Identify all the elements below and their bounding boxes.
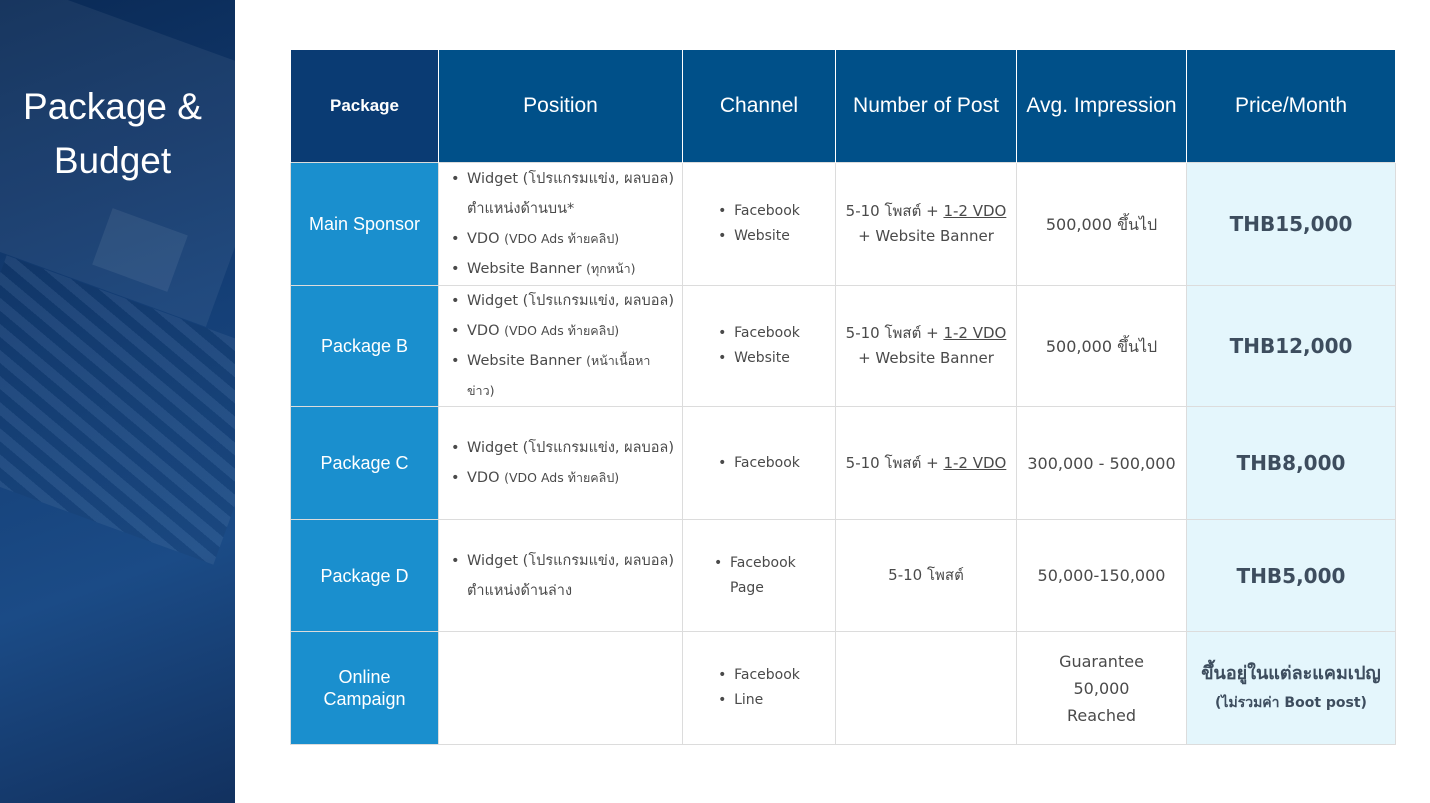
posts-cell: 5-10 โพสต์ + 1-2 VDO + Website Banner xyxy=(836,163,1017,286)
table-row xyxy=(291,407,1396,520)
channel-item: • Line xyxy=(718,688,800,713)
header-avg-impression: Avg. Impression xyxy=(1017,50,1187,163)
table-row xyxy=(291,632,1396,745)
posts-cell: 5-10 โพสต์ + 1-2 VDO xyxy=(836,407,1017,520)
channel-item: • Facebook xyxy=(718,321,800,346)
impression-cell: 50,000-150,000 xyxy=(1017,520,1187,632)
position-cell xyxy=(439,520,683,632)
position-cell xyxy=(439,163,683,286)
position-item: • Website Banner (หน้าเนื้อหาข่าว) xyxy=(451,346,674,406)
position-item: • Widget (โปรแกรมแข่ง, ผลบอล) xyxy=(451,433,674,463)
impression-cell: 500,000 ขึ้นไป xyxy=(1017,163,1187,286)
position-item: • VDO (VDO Ads ท้ายคลิป) xyxy=(451,316,674,346)
header-row xyxy=(291,50,1396,163)
channel-item: • Facebook xyxy=(718,663,800,688)
channel-item: • Website xyxy=(718,224,800,249)
impression-cell: 500,000 ขึ้นไป xyxy=(1017,286,1187,407)
price-cell: THB12,000 xyxy=(1187,286,1396,407)
package-name: Package B xyxy=(291,286,439,407)
price-note: (ไม่รวมค่า Boot post) xyxy=(1215,694,1367,711)
position-cell xyxy=(439,632,683,745)
channel-item: • Website xyxy=(718,346,800,371)
position-item: • VDO (VDO Ads ท้ายคลิป) xyxy=(451,463,674,493)
position-item: • Widget (โปรแกรมแข่ง, ผลบอล) ตำแหน่งด้านบน* xyxy=(451,164,674,224)
package-name: Online Campaign xyxy=(291,632,439,745)
channel-cell xyxy=(683,286,836,407)
header-channel: Channel xyxy=(683,50,836,163)
channel-cell xyxy=(683,520,836,632)
position-cell xyxy=(439,407,683,520)
price-text: ขึ้นอยู่ในแต่ละแคมเปญ xyxy=(1201,662,1381,684)
position-item: • Widget (โปรแกรมแข่ง, ผลบอล) xyxy=(451,286,674,316)
sidebar-panel xyxy=(0,0,235,803)
channel-item: • Facebook xyxy=(718,451,800,476)
slide-title: Package & Budget xyxy=(23,86,202,181)
impression-cell: 300,000 - 500,000 xyxy=(1017,407,1187,520)
table-row xyxy=(291,286,1396,407)
table-row xyxy=(291,520,1396,632)
position-item: • Website Banner (ทุกหน้า) xyxy=(451,254,674,284)
channel-item: • Facebook xyxy=(718,199,800,224)
position-item: • Widget (โปรแกรมแข่ง, ผลบอล) ตำแหน่งด้านล่าง xyxy=(451,546,674,606)
price-cell xyxy=(1187,632,1396,745)
price-cell: THB15,000 xyxy=(1187,163,1396,286)
channel-cell xyxy=(683,407,836,520)
header-package: Package xyxy=(291,50,439,163)
price-cell: THB8,000 xyxy=(1187,407,1396,520)
package-name: Main Sponsor xyxy=(291,163,439,286)
channel-item: • Facebook Page xyxy=(714,551,804,601)
position-item: • VDO (VDO Ads ท้ายคลิป) xyxy=(451,224,674,254)
impression-cell: Guarantee 50,000 Reached xyxy=(1017,632,1187,745)
package-name: Package C xyxy=(291,407,439,520)
header-price-month: Price/Month xyxy=(1187,50,1396,163)
posts-cell: 5-10 โพสต์ + 1-2 VDO + Website Banner xyxy=(836,286,1017,407)
header-position: Position xyxy=(439,50,683,163)
package-name: Package D xyxy=(291,520,439,632)
posts-cell: 5-10 โพสต์ xyxy=(836,520,1017,632)
price-cell: THB5,000 xyxy=(1187,520,1396,632)
posts-cell xyxy=(836,632,1017,745)
position-cell xyxy=(439,286,683,407)
package-table xyxy=(290,50,1396,745)
table-row xyxy=(291,163,1396,286)
header-number-of-post: Number of Post xyxy=(836,50,1017,163)
channel-cell xyxy=(683,163,836,286)
channel-cell xyxy=(683,632,836,745)
